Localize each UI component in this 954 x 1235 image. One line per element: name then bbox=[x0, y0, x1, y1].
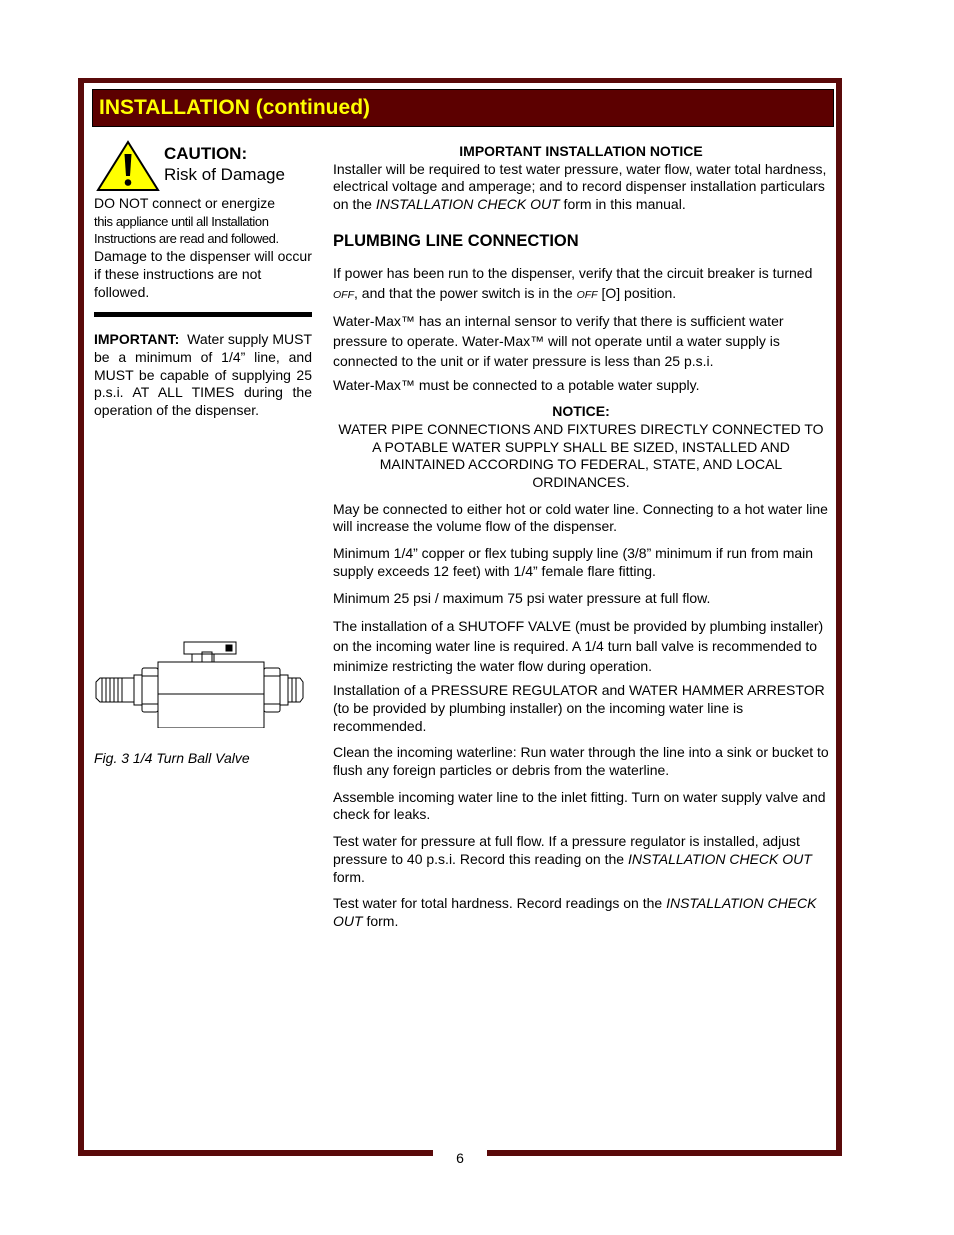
left-column bbox=[94, 140, 312, 420]
caution-subtitle: Risk of Damage bbox=[164, 165, 285, 184]
caution-line: Damage to the dispenser will occur if these instructions are not followed. bbox=[94, 248, 312, 300]
plumbing-paragraph: Water-Max™ has an internal sensor to verify that there is sufficient water pressure to operate. Water-Max™ will not operate until a water supply is connected to the unit or if water pressure is less than 25 p.s.i. bbox=[333, 312, 784, 369]
plumbing-paragraph: May be connected to either hot or cold water line. Connecting to a hot water line will increase the volume flow of the dispenser. bbox=[333, 500, 828, 535]
page-frame-left bbox=[78, 78, 84, 1156]
caution-line: this appliance until all Installation bbox=[94, 213, 269, 229]
plumbing-paragraph: Water-Max™ must be connected to a potable water supply. bbox=[333, 376, 700, 393]
figure-caption: Fig. 3 1/4 Turn Ball Valve bbox=[94, 750, 250, 766]
text-italic: INSTALLATION CHECK OUT bbox=[333, 895, 817, 929]
notice-block bbox=[333, 403, 829, 492]
off-label: OFF bbox=[576, 288, 598, 301]
text-part: form. bbox=[362, 912, 399, 929]
installation-notice-title: IMPORTANT INSTALLATION NOTICE bbox=[459, 143, 703, 159]
notice-text: WATER PIPE CONNECTIONS AND FIXTURES DIRECTLY CONNECTED TO A POTABLE WATER SUPPLY SHALL BE SIZED, INSTALLED AND MAINTAINED ACCORDING TO FEDERAL, STATE, AND LOCAL ORDINANCES. bbox=[338, 420, 824, 491]
plumbing-paragraph: Assemble incoming water line to the inlet fitting. Turn on water supply valve and check for leaks. bbox=[333, 788, 826, 823]
plumbing-paragraph: Minimum 25 psi / maximum 75 psi water pressure at full flow. bbox=[333, 589, 711, 606]
notice-text-italic: INSTALLATION CHECK OUT bbox=[375, 196, 560, 213]
right-column bbox=[333, 143, 829, 940]
plumbing-paragraph: Installation of a PRESSURE REGULATOR and WATER HAMMER ARRESTOR (to be provided by plumbing installer) on the incoming water line is recommended. bbox=[333, 682, 825, 734]
off-label: OFF bbox=[333, 288, 354, 301]
page-frame-right bbox=[836, 78, 842, 1156]
caution-box bbox=[94, 140, 312, 195]
caution-title: CAUTION: bbox=[164, 144, 248, 163]
caution-line: Instructions are read and followed. bbox=[94, 231, 279, 247]
text-part: Test water for pressure at full flow. If a pressure regulator is installed, adjust pressure to 40 p.s.i. Record this reading on the bbox=[333, 833, 800, 867]
page-frame-top bbox=[78, 78, 842, 83]
plumbing-paragraph: The installation of a SHUTOFF VALVE (must be provided by plumbing installer) on the incoming water line is required. A 1/4 turn ball valve is recommended to minimize restricting the water flow during operation. bbox=[333, 618, 824, 675]
caution-text bbox=[94, 195, 312, 301]
important-label: IMPORTANT: bbox=[94, 331, 180, 348]
plumbing-paragraph: Minimum 1/4” copper or flex tubing supply line (3/8” minimum if run from main supply exceeds 12 feet) with 1/4” female flare fitting. bbox=[333, 545, 814, 579]
text-part: , and that the power switch is in the bbox=[354, 284, 577, 301]
page-frame-bottom-left bbox=[78, 1150, 433, 1156]
notice-title: NOTICE: bbox=[552, 403, 610, 420]
plumbing-section-title: PLUMBING LINE CONNECTION bbox=[333, 231, 579, 250]
ball-valve-illustration bbox=[94, 638, 304, 728]
text-part: [O] position. bbox=[597, 284, 677, 301]
section-header-bar bbox=[92, 89, 834, 127]
text-part: Test water for total hardness. Record readings on the bbox=[333, 895, 667, 912]
notice-text-part: Installer will be required to test water pressure, water flow, water total hardness, electrical voltage and amperage; and to record dispenser installation particulars on the bbox=[333, 160, 827, 213]
divider-rule bbox=[94, 312, 312, 317]
page-frame-bottom-right bbox=[487, 1150, 842, 1156]
important-text: Water supply MUST be a minimum of 1/4” line, and MUST be capable of supplying 25 p.s.i. AT ALL TIMES during the operation of the dispenser. bbox=[94, 331, 312, 419]
text-italic: INSTALLATION CHECK OUT bbox=[627, 850, 812, 867]
installation-notice-text bbox=[333, 161, 829, 214]
text-part: If power has been run to the dispenser, verify that the circuit breaker is turned bbox=[333, 264, 813, 281]
section-title: INSTALLATION (continued) bbox=[99, 96, 371, 119]
important-note bbox=[94, 331, 312, 420]
caution-line: DO NOT connect or energize bbox=[94, 195, 276, 211]
plumbing-paragraph: Clean the incoming waterline: Run water through the line into a sink or bucket to flush any foreign particles or debris from the waterline. bbox=[333, 744, 829, 779]
text-part: form. bbox=[333, 868, 365, 885]
notice-text-part: form in this manual. bbox=[559, 196, 686, 213]
plumbing-paragraph bbox=[333, 895, 829, 930]
warning-triangle-icon bbox=[96, 140, 160, 192]
plumbing-paragraph bbox=[333, 263, 829, 305]
plumbing-paragraph bbox=[333, 833, 829, 886]
page-number: 6 bbox=[456, 1150, 464, 1166]
